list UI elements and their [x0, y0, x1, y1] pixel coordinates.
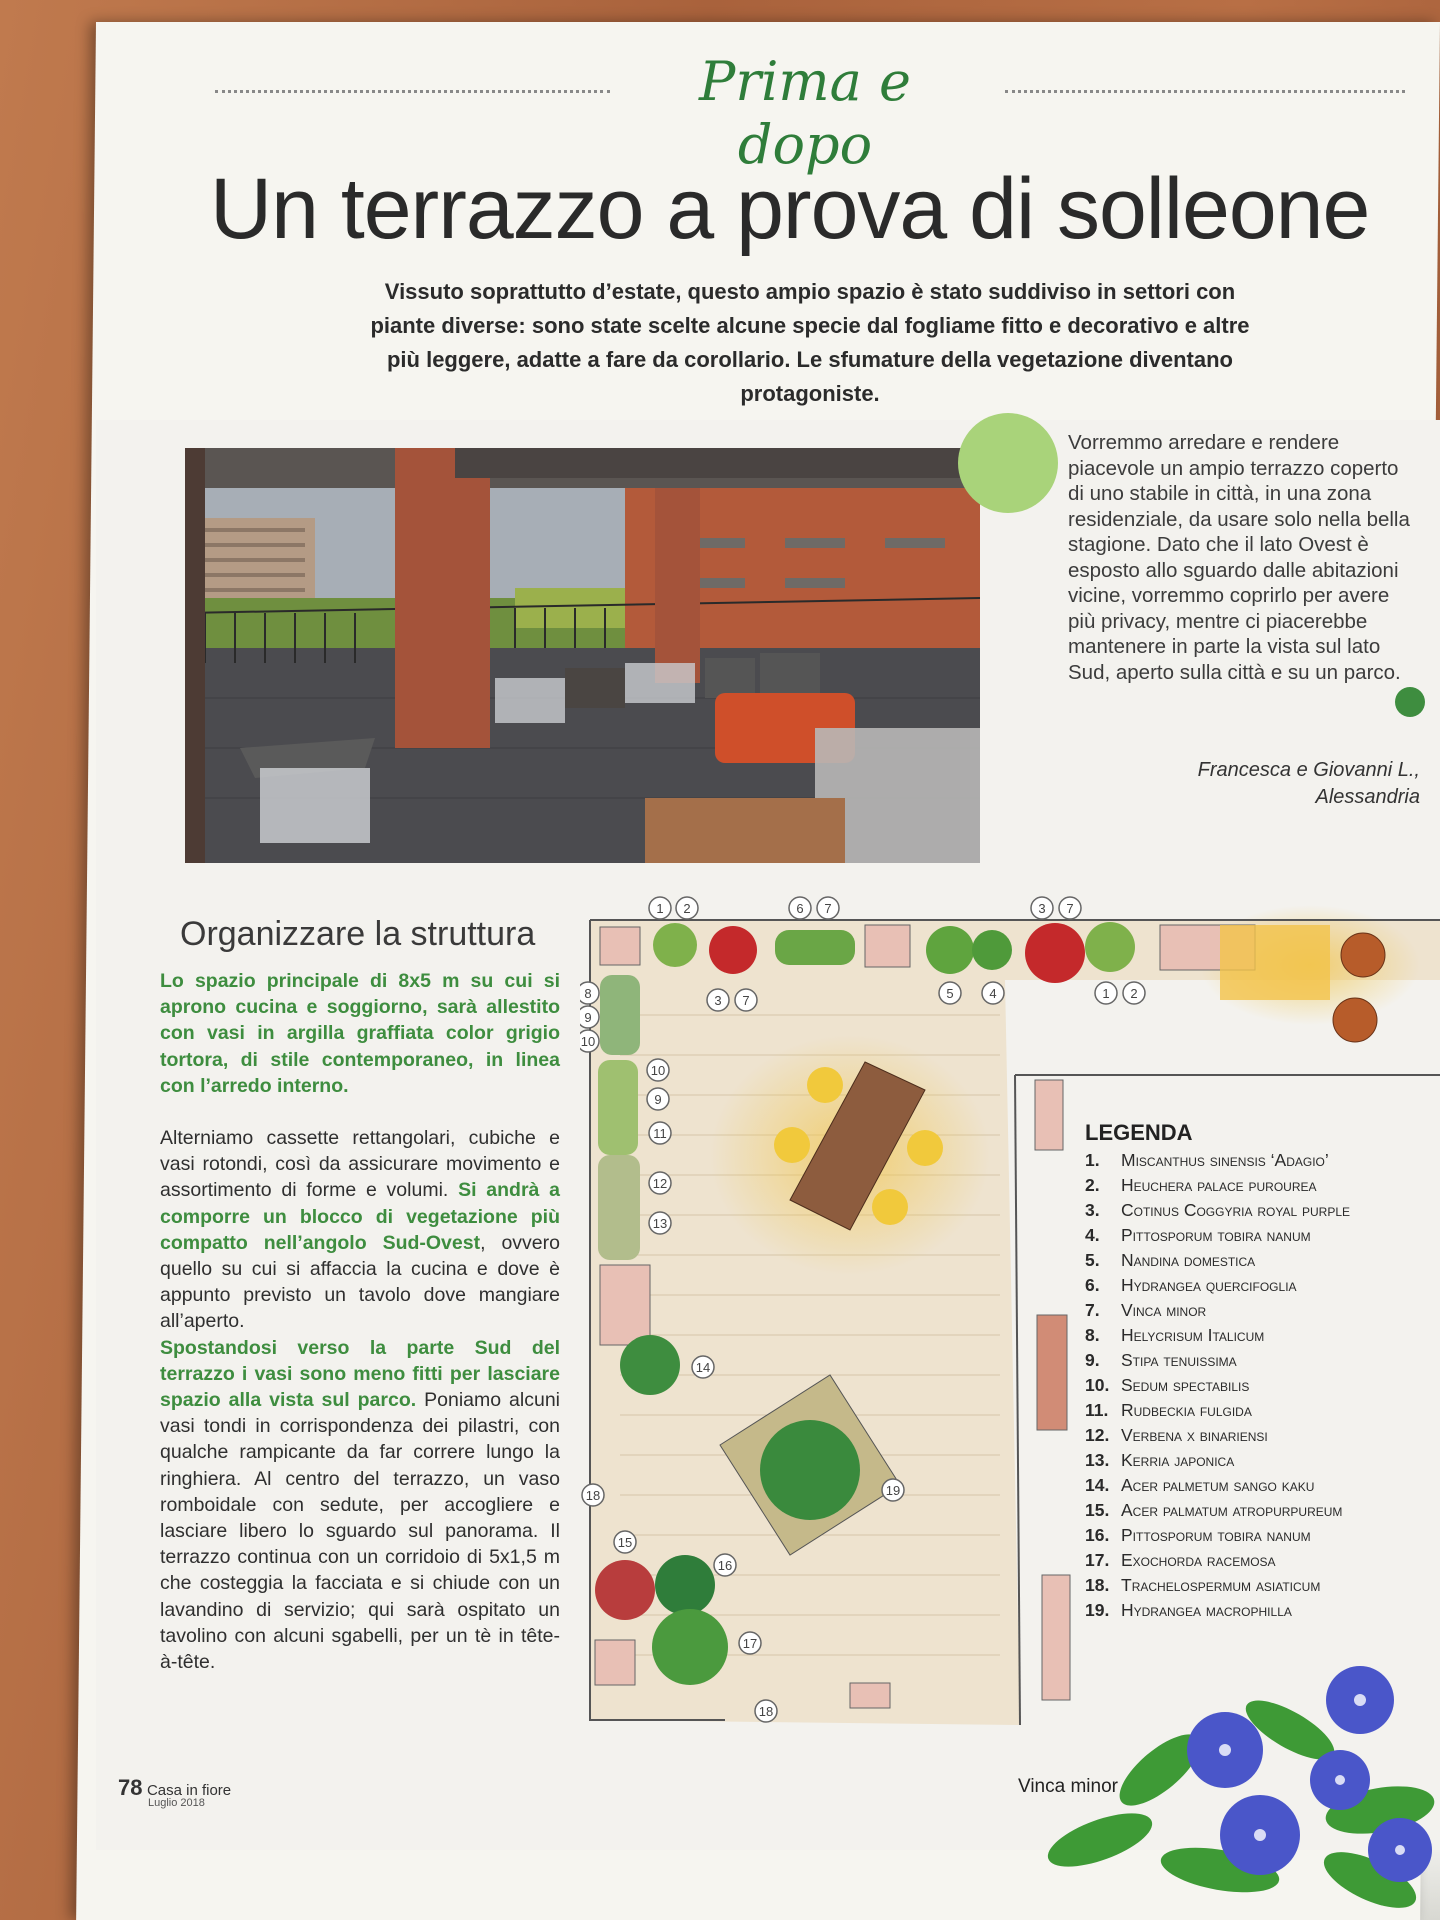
svg-text:7: 7	[1066, 901, 1074, 916]
legend-item	[1085, 1348, 1440, 1373]
svg-text:4: 4	[989, 986, 997, 1001]
svg-text:12: 12	[652, 1176, 668, 1191]
vinca-drawing	[1040, 1640, 1440, 1910]
letter-signature	[1100, 757, 1420, 811]
p2-text: Alterniamo cassette rettangolari, cubiche e vasi rotondi, così da assicurare movimento e assortimento di forme e volumi.	[160, 1127, 560, 1202]
legend-item-name: Cotinus Coggyria royal purple	[1121, 1200, 1351, 1220]
legend-item	[1085, 1398, 1440, 1423]
article-body	[160, 968, 560, 1701]
legend-item-number: 9.	[1085, 1350, 1100, 1370]
svg-text:17: 17	[742, 1636, 758, 1651]
article-paragraph-3	[160, 1335, 560, 1676]
legend-item-number: 5.	[1085, 1250, 1100, 1270]
legend-item-number: 6.	[1085, 1275, 1100, 1295]
svg-text:14: 14	[695, 1360, 711, 1375]
legend-item-name: Vinca minor	[1121, 1300, 1207, 1320]
vinca-flowers-illustration	[1040, 1640, 1440, 1910]
legend-item-number: 7.	[1085, 1300, 1100, 1320]
legend-item-name: Verbena x binariensi	[1121, 1425, 1268, 1445]
legend-item-number: 12.	[1085, 1425, 1110, 1445]
page-title: Un terrazzo a prova di solleone	[210, 161, 1370, 257]
legend-item	[1085, 1248, 1440, 1273]
legend-item	[1085, 1373, 1440, 1398]
legend-item	[1085, 1298, 1440, 1323]
legend-item	[1085, 1548, 1440, 1573]
signature-city: Alessandria	[1315, 786, 1420, 808]
legend-item	[1085, 1473, 1440, 1498]
reader-letter-text: Vorremmo arredare e rendere piacevole un ampio terrazzo coperto di uno stabile in città, in una zona residenziale, da usare solo nella bella stagione. Dato che il lato Ovest è esposto allo sguardo dalle abitazioni vicine, vorremmo coprirlo per avere più privacy, mentre ci piacerebbe mantenere in parte la vista sul lato Sud, aperto sulla città e su un parco.	[1068, 431, 1410, 684]
reader-letter	[1015, 430, 1415, 685]
legend-item	[1085, 1198, 1440, 1223]
header-row	[215, 50, 1395, 176]
dotted-rule-left	[215, 90, 610, 93]
legend-item-number: 11.	[1085, 1400, 1109, 1420]
legend-item-name: Hydrangea quercifoglia	[1121, 1275, 1297, 1295]
intro-paragraph: Vissuto soprattutto d’estate, questo ampio spazio è stato suddiviso in settori con piante diverse: sono state scelte alcune specie dal fogliame fitto e decorativo e altre più leggere, adatte a fare da corollario. Le sfumature della vegetazione diventano protagoniste.	[370, 279, 1250, 406]
legend-item	[1085, 1598, 1440, 1623]
legend-item-name: Rudbeckia fulgida	[1121, 1400, 1252, 1420]
svg-text:9: 9	[654, 1092, 662, 1107]
article-paragraph-1: Lo spazio principale di 8x5 m su cui si aprono cucina e soggiorno, sarà allestito con vasi in argilla graffiata color grigio tortora, di stile contemporaneo, in linea con l’arredo interno.	[160, 970, 560, 1097]
svg-text:3: 3	[1038, 901, 1046, 916]
section-title: Organizzare la struttura	[180, 915, 536, 953]
svg-text:3: 3	[714, 993, 722, 1008]
svg-text:15: 15	[617, 1535, 633, 1550]
legend-item-name: Sedum spectabilis	[1121, 1375, 1250, 1395]
legend-item-name: Pittosporum tobira nanum	[1121, 1525, 1311, 1545]
svg-text:1: 1	[1102, 986, 1110, 1001]
legend-item	[1085, 1523, 1440, 1548]
legend-item	[1085, 1148, 1440, 1173]
svg-text:8: 8	[584, 986, 592, 1001]
p3-text: Poniamo alcuni vasi tondi in corrispondenza dei pilastri, con qualche rampicante da far correre lungo la ringhiera. Al centro del terrazzo, un vaso romboidale con sedute, per accogliere e lasciare libero lo sguardo sul panorama. Il terrazzo continua con un corridoio di 5x1,5 m che costeggia la facciata e si chiude con un lavandino di servizio; qui sarà ospitato un tavolino con alcuni sgabelli, per un tè in tête-à-tête.	[160, 1389, 560, 1674]
legend-item-number: 8.	[1085, 1325, 1100, 1345]
svg-text:10: 10	[650, 1063, 666, 1078]
legend-item-name: Acer palmetum sango kaku	[1121, 1475, 1315, 1495]
legend-item	[1085, 1498, 1440, 1523]
svg-text:5: 5	[946, 986, 954, 1001]
svg-text:9: 9	[584, 1010, 592, 1025]
legend-item-number: 2.	[1085, 1175, 1100, 1195]
legend-item	[1085, 1448, 1440, 1473]
legend-item-name: Heuchera palace purourea	[1121, 1175, 1317, 1195]
svg-text:1: 1	[656, 901, 664, 916]
legend-item	[1085, 1223, 1440, 1248]
dotted-rule-right	[1005, 90, 1405, 93]
svg-text:10: 10	[580, 1034, 596, 1049]
legend-item-name: Pittosporum tobira nanum	[1121, 1225, 1311, 1245]
legend-item-number: 17.	[1085, 1550, 1110, 1570]
legend-item-name: Exochorda racemosa	[1121, 1550, 1276, 1570]
legend-item	[1085, 1173, 1440, 1198]
legend-item-name: Nandina domestica	[1121, 1250, 1256, 1270]
terrace-photo-drawing	[185, 448, 980, 863]
legend-item-name: Miscanthus sinensis ‘Adagio’	[1121, 1150, 1329, 1170]
legend-item-name: Kerria japonica	[1121, 1450, 1235, 1470]
legend-item-number: 10.	[1085, 1375, 1110, 1395]
svg-text:18: 18	[585, 1488, 601, 1503]
p2-highlight: Si andrà a comporre un blocco di vegetazione più compatto nell’angolo Sud-Ovest	[160, 1179, 560, 1254]
svg-text:11: 11	[653, 1126, 667, 1141]
p2-text-end: , ovvero quello su cui si affaccia la cucina e dove è appunto previsto un tavolo dove mangiare all’aperto.	[160, 1231, 560, 1333]
legend-item	[1085, 1423, 1440, 1448]
section-kicker: Prima e dopo	[699, 50, 911, 176]
legend-item-number: 19.	[1085, 1600, 1110, 1620]
legend-item-number: 16.	[1085, 1525, 1110, 1545]
legend-item-name: Stipa tenuissima	[1121, 1350, 1237, 1370]
svg-text:13: 13	[652, 1216, 668, 1231]
legend-item	[1085, 1273, 1440, 1298]
legend-item	[1085, 1323, 1440, 1348]
legend-item-number: 13.	[1085, 1450, 1110, 1470]
svg-text:2: 2	[1130, 986, 1138, 1001]
figure-caption: Vinca minor	[1018, 1776, 1118, 1797]
legend-item-name: Helycrisum Italicum	[1121, 1325, 1265, 1345]
legend-item-number: 1.	[1085, 1150, 1100, 1170]
legend-title: LEGENDA	[1085, 1120, 1193, 1145]
svg-text:2: 2	[683, 901, 691, 916]
terrace-photo	[185, 448, 980, 863]
legend-item-number: 14.	[1085, 1475, 1110, 1495]
magazine-name: Casa in fiore	[146, 1782, 232, 1799]
legend-item-number: 15.	[1085, 1500, 1110, 1520]
svg-text:18: 18	[758, 1704, 774, 1719]
legend-item-name: Hydrangea macrophilla	[1121, 1600, 1292, 1620]
svg-text:16: 16	[717, 1558, 733, 1573]
plant-legend	[1085, 1120, 1440, 1623]
article-paragraph-2	[160, 1125, 560, 1335]
legend-list	[1085, 1148, 1440, 1623]
quote-close-mark	[1395, 687, 1425, 717]
legend-item-number: 18.	[1085, 1575, 1110, 1595]
page-number: 78	[118, 1775, 143, 1800]
legend-item	[1085, 1573, 1440, 1598]
svg-text:7: 7	[742, 993, 750, 1008]
svg-text:19: 19	[885, 1483, 901, 1498]
issue-date: Luglio 2018	[148, 1797, 205, 1809]
svg-text:7: 7	[824, 901, 832, 916]
legend-item-number: 3.	[1085, 1200, 1100, 1220]
signature-name: Francesca e Giovanni L.,	[1197, 759, 1420, 781]
legend-item-name: Trachelospermum asiaticum	[1121, 1575, 1321, 1595]
legend-item-number: 4.	[1085, 1225, 1100, 1245]
svg-text:6: 6	[796, 901, 804, 916]
p3-highlight: Spostandosi verso la parte Sud del terrazzo i vasi sono meno fitti per lasciare spazio alla vista sul parco.	[160, 1336, 560, 1412]
legend-item-name: Acer palmatum atropurpureum	[1121, 1500, 1343, 1520]
